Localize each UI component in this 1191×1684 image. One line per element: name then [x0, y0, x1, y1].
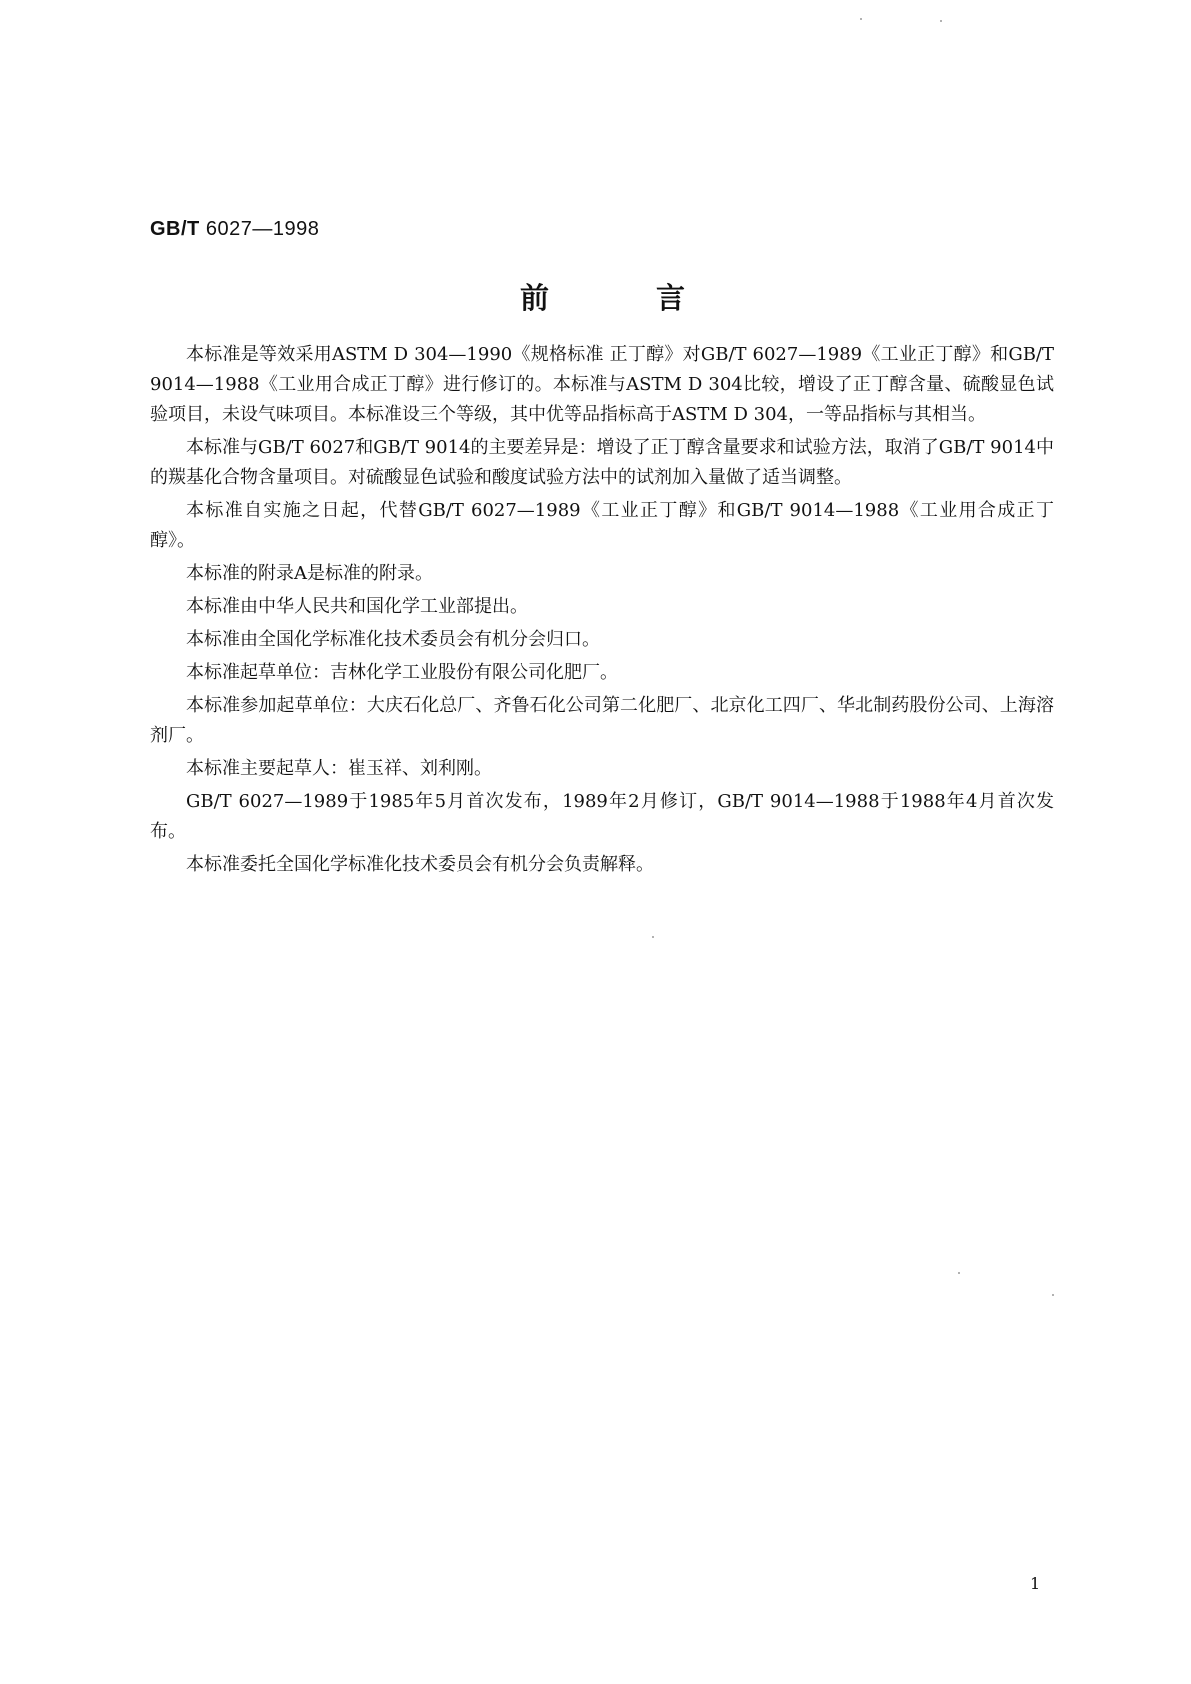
- scan-speck: [958, 1272, 960, 1274]
- paragraph-replacement: 本标准自实施之日起，代替GB/T 6027—1989《工业正丁醇》和GB/T 9014—1988《工业用合成正丁醇》。: [150, 500, 1054, 551]
- scan-speck: [860, 18, 862, 20]
- paragraph-adoption: 本标准是等效采用ASTM D 304—1990《规格标准 正丁醇》对GB/T 6027—1989《工业正丁醇》和GB/T 9014—1988《工业用合成正丁醇》进行修订的。本标准与ASTM D 304比较，增设了正丁醇含量、硫酸显色试验项目，未设气味项目。本标准设三个等级，其中优等品指标高于ASTM D 304，一等品指标与其相当。: [150, 344, 1054, 425]
- scan-speck: [1052, 1294, 1054, 1296]
- foreword-body: [150, 340, 1054, 883]
- paragraph-drafting-unit: 本标准起草单位：吉林化学工业股份有限公司化肥厂。: [186, 662, 618, 683]
- paragraph-history: GB/T 6027—1989于1985年5月首次发布，1989年2月修订，GB/T 9014—1988于1988年4月首次发布。: [150, 791, 1054, 842]
- paragraph-centralized: 本标准由全国化学标准化技术委员会有机分会归口。: [186, 629, 600, 650]
- page-number: 1: [1030, 1574, 1041, 1593]
- standard-code-prefix: GB/T: [150, 218, 200, 240]
- scan-speck: [652, 936, 654, 938]
- paragraph-drafters: 本标准主要起草人：崔玉祥、刘利刚。: [186, 758, 492, 779]
- paragraph-proposer: 本标准由中华人民共和国化学工业部提出。: [186, 596, 528, 617]
- paragraph-interpretation: 本标准委托全国化学标准化技术委员会有机分会负责解释。: [186, 854, 654, 875]
- standard-code: [150, 218, 319, 241]
- paragraph-differences: 本标准与GB/T 6027和GB/T 9014的主要差异是：增设了正丁醇含量要求和试验方法，取消了GB/T 9014中的羰基化合物含量项目。对硫酸显色试验和酸度试验方法中的试剂加入量做了适当调整。: [150, 437, 1054, 488]
- page-title: [520, 276, 700, 316]
- scan-speck: [940, 20, 942, 22]
- paragraph-appendix: 本标准的附录A是标准的附录。: [186, 563, 433, 584]
- paragraph-participating-units: 本标准参加起草单位：大庆石化总厂、齐鲁石化公司第二化肥厂、北京化工四厂、华北制药股份公司、上海溶剂厂。: [150, 695, 1054, 746]
- standard-code-number: 6027—1998: [205, 218, 320, 240]
- page-title-char-2: 言: [656, 281, 686, 315]
- page-title-char-1: 前: [520, 281, 550, 315]
